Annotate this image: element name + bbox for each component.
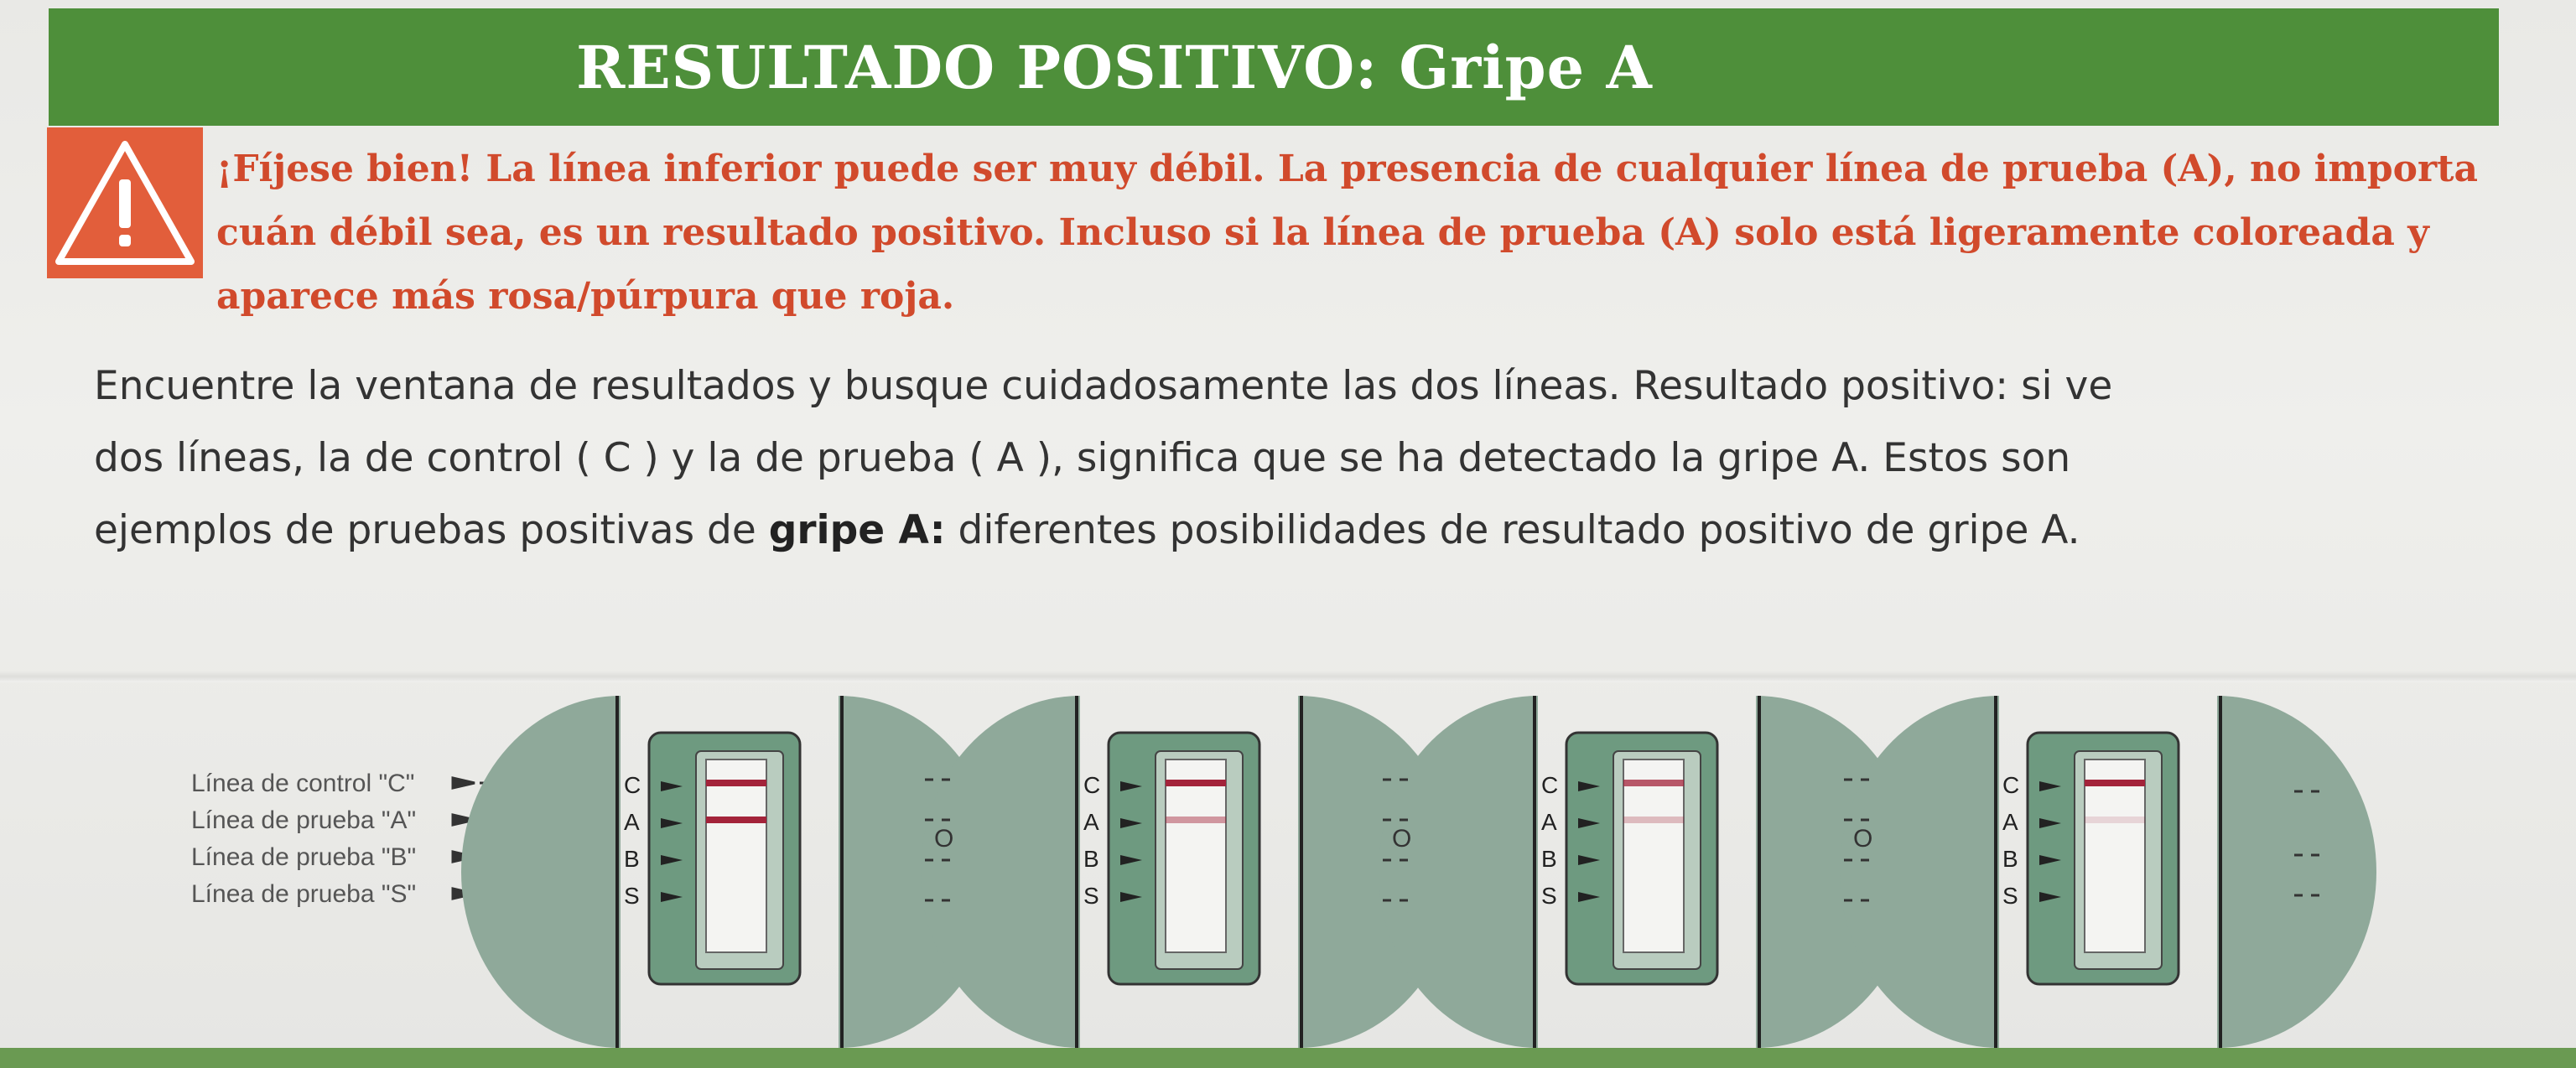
paper-crease	[0, 671, 2576, 682]
left-half-disc	[461, 696, 621, 1048]
warning-line-1: ¡Fíjese bien! La línea inferior puede ser muy débil. La presencia de cualquier línea de prueba (A), no importa	[216, 148, 2479, 190]
intro-line-1: Encuentre la ventana de resultados y busque cuidadosamente las dos líneas. Resultado positivo: si ve	[94, 363, 2113, 409]
strip-letter-a: A	[1541, 809, 1557, 835]
strip-letter-b: B	[624, 846, 640, 872]
strip-letter-c: C	[1083, 772, 1101, 798]
control-line	[1166, 780, 1226, 786]
warning-line-3: aparece más rosa/púrpura que roja.	[216, 275, 955, 318]
strip-letter-c: C	[2002, 772, 2020, 798]
warning-line-2: cuán débil sea, es un resultado positivo. Incluso si la línea de prueba (A) solo está ligeramente coloreada y	[216, 211, 2429, 254]
legend-arrow-control	[453, 778, 475, 788]
right-half-disc	[2217, 696, 2376, 1048]
strip-letter-s: S	[1083, 883, 1099, 909]
side-o-mark: O	[1853, 825, 1873, 853]
examples-diagram	[0, 687, 2576, 1068]
side-o-mark: O	[934, 825, 954, 853]
control-line	[2085, 780, 2145, 786]
example-3	[1379, 696, 1915, 1048]
intro-line-3	[94, 495, 2501, 567]
intro-line-2: dos líneas, la de control ( C ) y la de prueba ( A ), significa que se ha detectado la gripe A. Estos son	[94, 435, 2071, 481]
strip-letter-a: A	[624, 809, 640, 835]
result-strip	[2085, 760, 2145, 952]
warning-text	[216, 137, 2506, 329]
strip-letter-b: B	[2002, 846, 2018, 872]
warning-triangle-icon	[47, 127, 203, 278]
side-o-mark: O	[1392, 825, 1412, 853]
result-strip	[1623, 760, 1684, 952]
control-line	[706, 780, 766, 786]
legend-test-a-label: Línea de prueba "A"	[191, 806, 417, 834]
strip-letter-s: S	[1541, 883, 1557, 909]
strip-letter-a: A	[1083, 809, 1099, 835]
result-strip	[1166, 760, 1226, 952]
strip-letter-a: A	[2002, 809, 2018, 835]
control-line	[1623, 780, 1684, 786]
legend-test-s-label: Línea de prueba "S"	[191, 880, 417, 908]
header-bar	[49, 8, 2499, 126]
strip-letter-c: C	[624, 772, 641, 798]
test-line-a	[1623, 817, 1684, 823]
warning-box	[47, 127, 203, 278]
examples-group	[461, 696, 2376, 1048]
examples-svg	[0, 687, 2576, 1068]
legend-control-label: Línea de control "C"	[191, 770, 415, 797]
legend-test-b-label: Línea de prueba "B"	[191, 843, 417, 871]
test-line-a	[706, 817, 766, 823]
intro-paragraph	[94, 350, 2501, 567]
bottom-green-strip	[0, 1048, 2576, 1068]
page-title: RESULTADO POSITIVO: Gripe A	[576, 32, 1653, 102]
strip-letter-s: S	[624, 883, 640, 909]
strip-letter-b: B	[1083, 846, 1099, 872]
example-4	[1840, 696, 2376, 1048]
example-2	[921, 696, 1457, 1048]
strip-letter-s: S	[2002, 883, 2018, 909]
test-line-a	[2085, 817, 2145, 823]
intro-line-3-post: diferentes posibilidades de resultado positivo de gripe A.	[945, 507, 2080, 553]
test-line-a	[1166, 817, 1226, 823]
strip-letter-c: C	[1541, 772, 1559, 798]
result-strip	[706, 760, 766, 952]
strip-letter-b: B	[1541, 846, 1557, 872]
example-1	[461, 696, 998, 1048]
intro-line-3-pre: ejemplos de pruebas positivas de	[94, 507, 769, 553]
intro-line-3-bold: gripe A:	[768, 507, 946, 553]
